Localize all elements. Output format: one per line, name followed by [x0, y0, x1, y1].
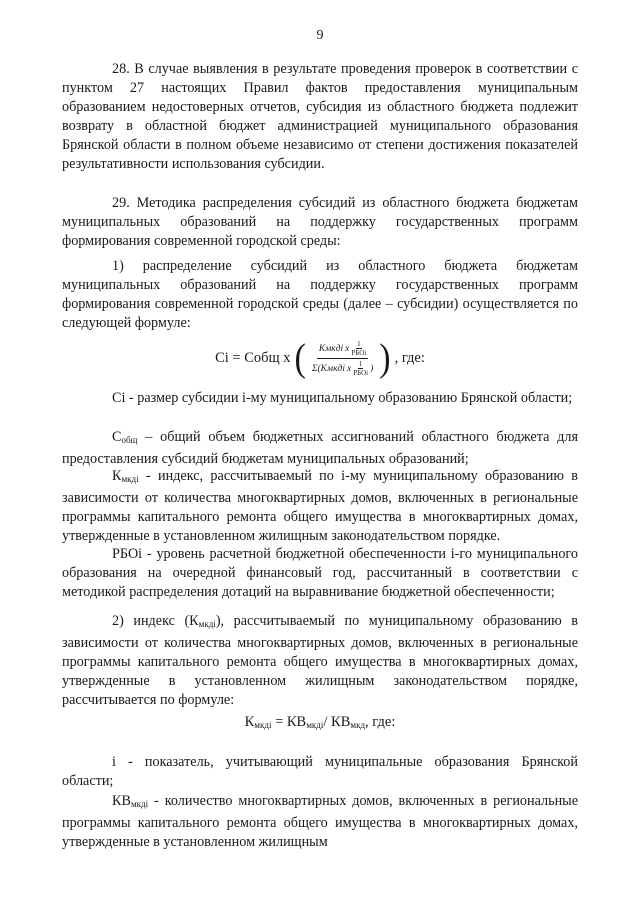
left-paren: (	[294, 336, 306, 380]
kmkd-definition: $К_{мкдi}$ - индекс, рассчитываемый по i-му муниципальному образованию в зависимости от количества многоквартирных домов, включенных в региональные программы капитального ремонта общего имущества в многоквартирных домах, утвержденные в установленном жилищным законодательством порядке.	[62, 468, 578, 545]
paragraph-2-index: 2) индекс $(К_{мкдi})$, рассчитываемый по муниципальному образованию в зависимости от количества многоквартирных домов, включенных в региональные программы капитального ремонта общего имущества в многоквартирных домах, утвержденные в установленном жилищным законодательством порядке, рассчитывается по формуле:	[62, 613, 579, 709]
fraction-numerator: Kмкдi x 1 РБОi	[318, 340, 367, 357]
kv-definition: $КВ_{мкдi}$ - количество многоквартирных домов, включенных в региональные программы капитального ремонта общего имущества в многоквартирных домах, утвержденные в установленном жилищным	[62, 793, 578, 851]
formula-fraction	[310, 340, 375, 377]
page-number: 9	[316, 28, 324, 43]
paragraph-28: 28. В случае выявления в результате проведения проверок в соответствии с пунктом 27 настоящих Правил фактов предоставления муниципальным образованием недостоверных отчетов, субсидия из областного бюджета подлежит возврату в областной бюджет администрацией муниципального образования Брянской области в полном объеме независимо от степени достижения показателей результативности использования субсидии.	[62, 61, 578, 173]
paragraph-29: 29. Методика распределения субсидий из областного бюджета бюджетам муниципальных образований на поддержку государственных программ формирования современной городской среды:	[62, 195, 578, 250]
rboi-definition: РБОi - уровень расчетной бюджетной обеспеченности i-го муниципального образования на очередной финансовый год, рассчитанный в соответствии с методикой распределения дотаций на выравнивание бюджетной обеспеченности;	[62, 546, 578, 601]
subsidy-formula	[0, 336, 640, 384]
ci-definition: Ci - размер субсидии i-му муниципальному образованию Брянской области;	[112, 390, 573, 406]
cobsh-definition: $С_{общ}$ – общий объем бюджетных ассигнований областного бюджета для предоставления субсидий бюджетам муниципальных образований;	[62, 429, 578, 468]
fraction-denominator: Σ(Kмкдi x 1 РБОi )	[311, 360, 374, 377]
formula-lhs: Ci = Cобщ х	[215, 350, 291, 366]
right-paren: )	[379, 336, 391, 380]
i-definition: i - показатель, учитывающий муниципальные образования Брянской области;	[62, 754, 578, 790]
index-formula: $К_{мкдi} = КВ_{мкдi}/$ $КВ_{мкд}$, где:	[244, 714, 396, 730]
paragraph-29-1: 1) распределение субсидий из областного бюджета бюджетам муниципальных образований на поддержку государственных программ формирования современной городской среды (далее – субсидии) осуществляется по следующей формуле:	[62, 258, 578, 332]
formula-tail: , где:	[394, 350, 425, 366]
